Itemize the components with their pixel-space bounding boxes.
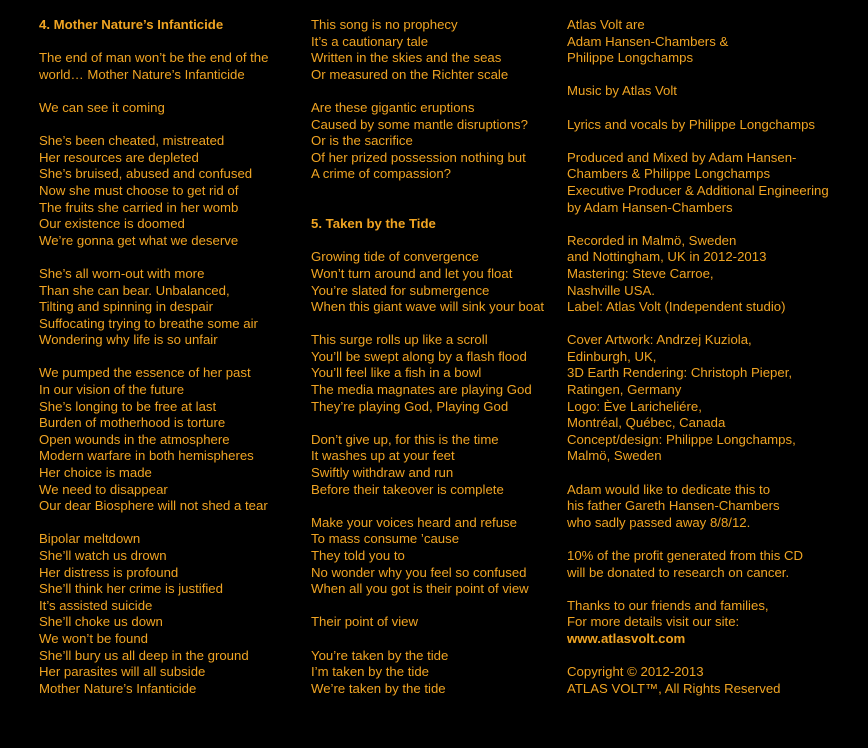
text-line: You’re slated for submergence: [311, 282, 490, 298]
text-line: The end of man won’t be the end of the: [39, 50, 269, 66]
text-line: 10% of the profit generated from this CD: [567, 548, 804, 563]
song-5-title: 5. Taken by the Tide: [311, 216, 436, 232]
text-line: Than she can bear. Unbalanced,: [39, 282, 230, 298]
text-line: Growing tide of convergence: [311, 249, 479, 265]
text-line: Modern warfare in both hemispheres: [39, 448, 254, 464]
text-line: Or is the sacrifice: [311, 133, 413, 149]
stanza: [311, 515, 561, 598]
song-5-lyrics: [311, 249, 561, 697]
copyright-line: Copyright © 2012-2013: [567, 664, 704, 680]
stanza: [567, 117, 863, 134]
text-line: Caused by some mantle disruptions?: [311, 116, 528, 132]
stanza: [567, 150, 863, 216]
text-line: We need to disappear: [39, 481, 168, 497]
text-line: It washes up at your feet: [311, 448, 455, 464]
website-link[interactable]: www.atlasvolt.com: [567, 630, 686, 646]
text-line: In our vision of the future: [39, 382, 185, 398]
stanza: [567, 548, 863, 581]
text-line: Philippe Longchamps: [567, 50, 694, 66]
stanza: [567, 332, 863, 465]
text-line: and Nottingham, UK in 2012-2013: [567, 249, 767, 265]
stanza: [39, 50, 301, 83]
text-line: Chambers & Philippe Longchamps: [567, 166, 771, 182]
text-line: Her choice is made: [39, 465, 152, 481]
song-4-lyrics: [39, 50, 301, 697]
stanza: [311, 17, 561, 83]
text-line: I’m taken by the tide: [311, 664, 430, 680]
text-line: Suffocating trying to breathe some air: [39, 315, 258, 331]
text-line: When all you got is their point of view: [311, 581, 529, 597]
stanza: [39, 266, 301, 349]
thanks-line: For more details visit our site:: [567, 614, 740, 630]
copyright-line: ATLAS VOLT™, All Rights Reserved: [567, 680, 781, 696]
copyright-block: [567, 664, 863, 697]
text-line: The media magnates are playing God: [311, 382, 532, 398]
text-line: Montréal, Québec, Canada: [567, 415, 726, 431]
text-line: will be donated to research on cancer.: [567, 564, 790, 580]
text-line: Our existence is doomed: [39, 216, 185, 232]
text-line: 3D Earth Rendering: Christoph Pieper,: [567, 365, 793, 381]
credits-list: [567, 17, 863, 581]
text-line: She’ll choke us down: [39, 614, 163, 630]
text-line: Mother Nature’s Infanticide: [39, 680, 197, 696]
text-line: No wonder why you feel so confused: [311, 564, 527, 580]
text-line: who sadly passed away 8/8/12.: [567, 514, 751, 530]
text-line: Nashville USA.: [567, 282, 655, 298]
text-line: Burden of motherhood is torture: [39, 415, 226, 431]
text-line: Executive Producer & Additional Engineering: [567, 182, 829, 198]
text-line: Her distress is profound: [39, 564, 179, 580]
thanks-line: Thanks to our friends and families,: [567, 597, 769, 613]
text-line: When this giant wave will sink your boat: [311, 299, 545, 315]
text-line: Are these gigantic eruptions: [311, 99, 475, 115]
stanza: [311, 332, 561, 415]
text-line: She’s all worn-out with more: [39, 265, 205, 281]
stanza: [567, 83, 863, 100]
text-line: It’s a cautionary tale: [311, 33, 429, 49]
text-line: Make your voices heard and refuse: [311, 514, 517, 530]
column-song-4: [39, 17, 301, 714]
text-line: Or measured on the Richter scale: [311, 66, 509, 82]
stanza: [39, 100, 301, 117]
stanza: [39, 365, 301, 514]
column-song-5: [311, 17, 561, 714]
text-line: She’s longing to be free at last: [39, 398, 217, 414]
text-line: Recorded in Malmö, Sweden: [567, 232, 737, 248]
text-line: Cover Artwork: Andrzej Kuziola,: [567, 332, 752, 348]
text-line: by Adam Hansen-Chambers: [567, 199, 733, 215]
text-line: They’re playing God, Playing God: [311, 398, 509, 414]
text-line: Before their takeover is complete: [311, 481, 504, 497]
text-line: She’s been cheated, mistreated: [39, 133, 225, 149]
text-line: Music by Atlas Volt: [567, 83, 677, 99]
song-4-title: 4. Mother Nature’s Infanticide: [39, 17, 224, 32]
stanza: [311, 648, 561, 698]
text-line: Label: Atlas Volt (Independent studio): [567, 299, 786, 315]
text-line: his father Gareth Hansen-Chambers: [567, 498, 780, 514]
text-line: To mass consume ’cause: [311, 531, 460, 547]
text-line: Bipolar meltdown: [39, 531, 141, 547]
stanza: [311, 100, 561, 183]
text-line: Of her prized possession nothing but: [311, 149, 526, 165]
text-line: Edinburgh, UK,: [567, 348, 657, 364]
stanza: [311, 249, 561, 315]
text-line: Swiftly withdraw and run: [311, 465, 454, 481]
text-line: She’ll watch us drown: [39, 548, 167, 563]
text-line: You’re taken by the tide: [311, 647, 449, 663]
stanza: [311, 432, 561, 498]
text-line: Don’t give up, for this is the time: [311, 431, 499, 447]
text-line: Atlas Volt are: [567, 17, 645, 32]
text-line: Lyrics and vocals by Philippe Longchamps: [567, 116, 816, 132]
text-line: We can see it coming: [39, 99, 165, 115]
text-line: This surge rolls up like a scroll: [311, 332, 488, 348]
text-line: A crime of compassion?: [311, 166, 451, 182]
text-line: Her parasites will all subside: [39, 664, 206, 680]
stanza: [567, 482, 863, 532]
text-line: Won’t turn around and let you float: [311, 265, 513, 281]
text-line: Mastering: Steve Carroe,: [567, 265, 714, 281]
text-line: world… Mother Nature’s Infanticide: [39, 66, 245, 82]
text-line: She’ll bury us all deep in the ground: [39, 647, 249, 663]
text-line: Produced and Mixed by Adam Hansen-: [567, 149, 797, 165]
text-line: Adam would like to dedicate this to: [567, 481, 771, 497]
text-line: Their point of view: [311, 614, 419, 630]
text-line: Tilting and spinning in despair: [39, 299, 213, 315]
text-line: Written in the skies and the seas: [311, 50, 502, 66]
column-credits: [567, 17, 863, 714]
text-line: The fruits she carried in her womb: [39, 199, 239, 215]
text-line: She’s bruised, abused and confused: [39, 166, 253, 182]
text-line: We’re taken by the tide: [311, 680, 446, 696]
text-line: Her resources are depleted: [39, 149, 199, 165]
text-line: This song is no prophecy: [311, 17, 458, 32]
text-line: Malmö, Sweden: [567, 448, 662, 464]
text-line: We pumped the essence of her past: [39, 365, 251, 381]
text-line: We won’t be found: [39, 630, 148, 646]
text-line: Our dear Biosphere will not shed a tear: [39, 498, 268, 514]
thanks-block: [567, 598, 863, 648]
text-line: Wondering why life is so unfair: [39, 332, 218, 348]
song-4-lyrics-continued: [311, 17, 561, 183]
text-line: You’ll feel like a fish in a bowl: [311, 365, 482, 381]
text-line: Open wounds in the atmosphere: [39, 431, 230, 447]
stanza: [39, 531, 301, 697]
text-line: Ratingen, Germany: [567, 382, 682, 398]
text-line: Adam Hansen-Chambers &: [567, 33, 729, 49]
stanza: [567, 17, 863, 67]
text-line: We’re gonna get what we deserve: [39, 232, 239, 248]
text-line: They told you to: [311, 548, 405, 563]
text-line: You’ll be swept along by a flash flood: [311, 348, 527, 364]
text-line: She’ll think her crime is justified: [39, 581, 223, 597]
text-line: Now she must choose to get rid of: [39, 182, 239, 198]
stanza: [311, 614, 561, 631]
text-line: It’s assisted suicide: [39, 597, 153, 613]
stanza: [39, 133, 301, 249]
text-line: Logo: Ève Laricheliére,: [567, 398, 702, 414]
stanza: [567, 233, 863, 316]
text-line: Concept/design: Philippe Longchamps,: [567, 431, 796, 447]
